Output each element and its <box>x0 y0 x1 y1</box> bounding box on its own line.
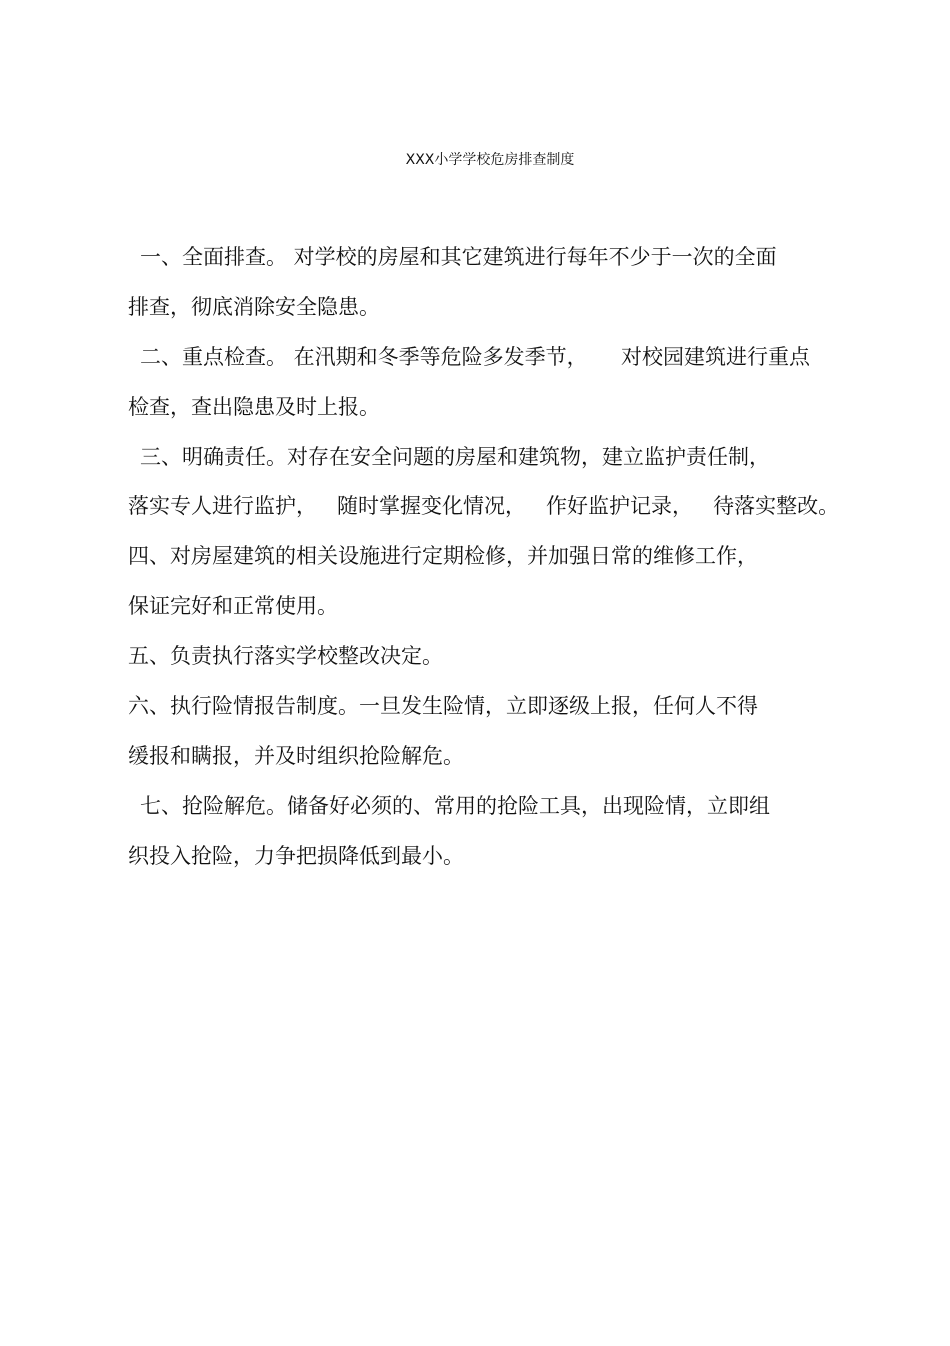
text-line-item-4-b: 保证完好和正常使用。 <box>128 594 338 618</box>
text-line-item-5: 五、负责执行落实学校整改决定。 <box>128 644 443 668</box>
text-line-item-6-a: 六、执行险情报告制度。一旦发生险情，立即逐级上报，任何人不得 <box>128 694 758 718</box>
text-line-item-2-a: 二、重点检查。 在汛期和冬季等危险多发季节， 对校园建筑进行重点 <box>140 345 811 369</box>
text-line-item-7-a: 七、抢险解危。储备好必须的、常用的抢险工具，出现险情，立即组 <box>140 794 770 818</box>
text-line-item-2-b: 检查，查出隐患及时上报。 <box>128 395 380 419</box>
text-line-item-3-b: 落实专人进行监护， 随时掌握变化情况， 作好监护记录， 待落实整改。 <box>128 494 840 518</box>
text-line-item-6-b: 缓报和瞒报，并及时组织抢险解危。 <box>128 744 464 768</box>
text-line-item-1-b: 排查，彻底消除安全隐患。 <box>128 295 380 319</box>
text-line-item-3-a: 三、明确责任。对存在安全问题的房屋和建筑物，建立监护责任制， <box>140 445 770 469</box>
text-line-item-7-b: 织投入抢险，力争把损降低到最小。 <box>128 844 464 868</box>
text-line-item-1-a: 一、全面排查。 对学校的房屋和其它建筑进行每年不少于一次的全面 <box>140 245 777 269</box>
document-title: XXX小学学校危房排查制度 <box>405 152 575 168</box>
text-line-item-4-a: 四、对房屋建筑的相关设施进行定期检修，并加强日常的维修工作， <box>128 544 758 568</box>
